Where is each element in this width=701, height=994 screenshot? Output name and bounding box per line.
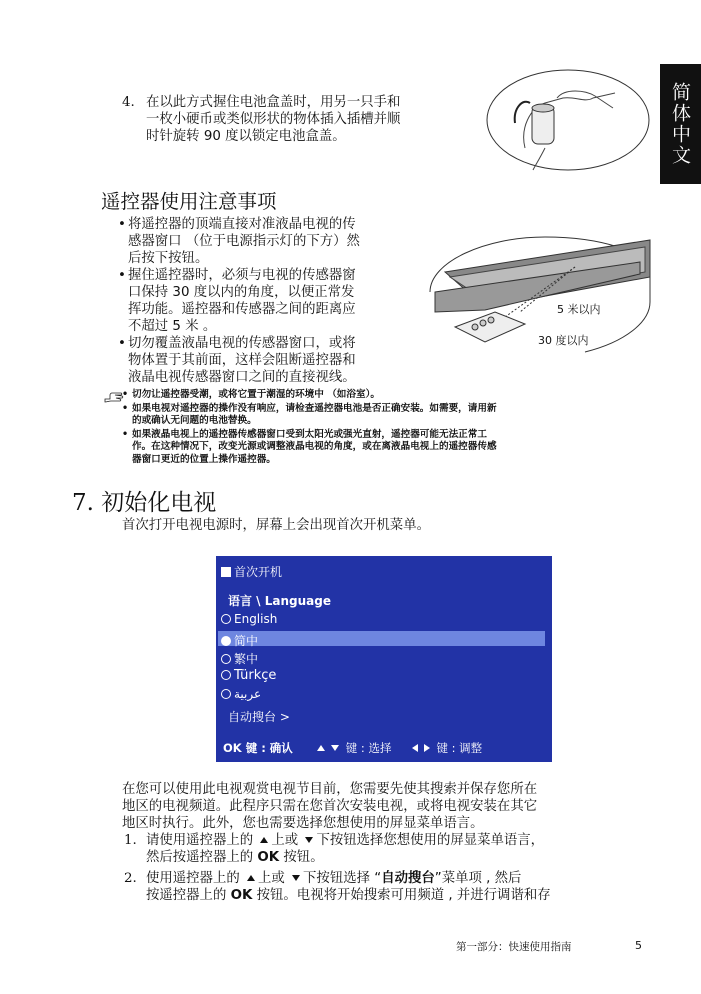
language-option-traditional-chinese[interactable]: 繁中 (221, 650, 258, 667)
radio-selected-icon (221, 636, 231, 646)
up-arrow-icon (260, 837, 268, 843)
language-option-turkish[interactable]: Türkçe (221, 668, 276, 683)
note-hand-icon (104, 390, 124, 404)
angle-label: 30 度以内 (538, 334, 589, 347)
square-icon (221, 567, 231, 577)
auto-search-item[interactable]: 自动搜台 > (228, 710, 290, 724)
language-option-simplified-chinese[interactable]: 简中 (221, 632, 258, 649)
step-1: 请使用遥控器上的 上或 下按钮选择您想使用的屏显菜单语言， 然后按遥控器上的 OK 按钮。 (146, 833, 545, 865)
list-item: • 切勿让遥控器受潮，或将它置于潮湿的环境中 （如浴室）。 (122, 389, 644, 402)
list-item: • 握住遥控器时，必须与电视的传感器窗 口保持 30 度以内的角度，以便正常发 挥功能。遥控器和传感器之间的距离应 不超过 5 米 。 (118, 267, 428, 335)
distance-label: 5 米以内 (557, 303, 601, 316)
chapter-intro: 首次打开电视电源时，屏幕上会出现首次开机菜单。 (122, 518, 430, 533)
radio-icon (221, 689, 231, 699)
up-arrow-icon (247, 875, 255, 881)
chapter-title: 初始化电视 (101, 490, 217, 516)
battery-step-text (146, 94, 476, 145)
body-paragraph: 在您可以使用此电视观赏电视节目前，您需要先使其搜索并保存您所在 地区的电视频道。此程序只需在您首次安装电视，或将电视安装在其它 地区时执行。此外，您也需要选择您想使用的屏显菜单语言。 (122, 782, 538, 831)
list-item: • 切勿覆盖液晶电视的传感器窗口，或将 物体置于其前面，这样会阻断遥控器和 液晶电视传感器窗口之间的直接视线。 (118, 335, 428, 386)
menu-key-hints: OK 键 : 确认 键 : 选择 键 : 调整 (223, 741, 483, 755)
menu-title: 首次开机 (221, 563, 282, 580)
radio-icon (221, 670, 231, 680)
step-number: 1. (124, 833, 137, 848)
language-label: 语言 \ Language (228, 594, 331, 608)
radio-icon (221, 654, 231, 664)
list-item: • 如果电视对遥控器的操作没有响应，请检查遥控器电池是否正确安装。如需要，请用新 的或确认无问题的电池替换。 (122, 403, 644, 428)
down-arrow-icon (292, 875, 300, 881)
list-item: • 如果液晶电视上的遥控器传感器窗口受到太阳光或强光直射，遥控器可能无法正常工 作。在这种情况下，改变光源或调整液晶电视的角度，或在离液晶电视上的遥控器传感 器窗口更近的位置上操作遥控器。 (122, 429, 644, 467)
first-setup-menu (216, 556, 552, 762)
text-line: 在以此方式握住电池盒盖时，用另一只手和 (146, 95, 401, 110)
right-arrow-icon (424, 744, 430, 752)
page-number: 5 (635, 939, 642, 952)
selected-highlight (218, 631, 545, 646)
battery-step (122, 94, 135, 111)
language-option-arabic[interactable]: عربية (221, 687, 261, 701)
radio-icon (221, 614, 231, 624)
section-heading: 遥控器使用注意事项 (101, 190, 277, 213)
left-arrow-icon (412, 744, 418, 752)
chapter-heading (72, 484, 216, 517)
list-item: • 将遥控器的顶端直接对准液晶电视的传 感器窗口 （位于电源指示灯的下方）然 后按下按钮。 (118, 216, 428, 267)
step-number: 4. (122, 95, 135, 110)
up-arrow-icon (317, 745, 325, 751)
text-line: 时针旋转 90 度以锁定电池盒盖。 (146, 129, 346, 144)
footer-section-title: 第一部分：快速使用指南 (456, 941, 572, 953)
note-list (122, 389, 644, 467)
language-side-tab: 简体中文 (660, 64, 701, 184)
remote-usage-list (118, 216, 428, 386)
chapter-number: 7. (72, 490, 94, 516)
step-2: 使用遥控器上的 上或 下按钮选择 “自动搜台”菜单项 , 然后 按遥控器上的 OK 按钮。电视将开始搜索可用频道 , 并进行调谐和存 (146, 871, 551, 903)
battery-cover-illustration (485, 68, 651, 172)
down-arrow-icon (305, 837, 313, 843)
down-arrow-icon (331, 745, 339, 751)
step-number: 2. (124, 871, 137, 886)
text-line: 一枚小硬币或类似形状的物体插入插槽并顺 (146, 112, 401, 127)
language-option-english[interactable]: English (221, 612, 277, 626)
